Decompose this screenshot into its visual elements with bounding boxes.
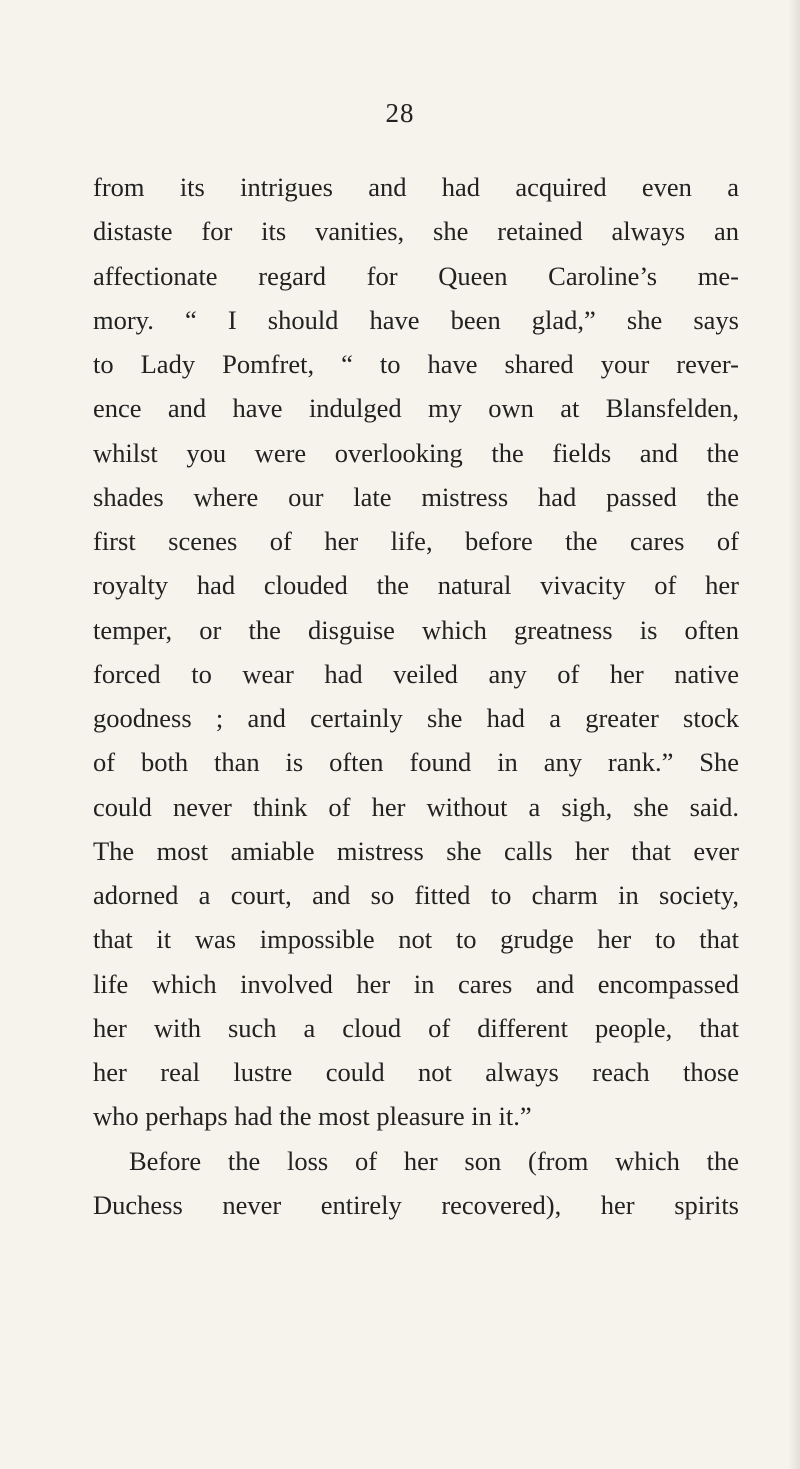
body-text (93, 165, 739, 1227)
text-line: shades where our late mistress had passed the (93, 481, 739, 512)
text-line: that it was impossible not to grudge her to that (93, 924, 739, 955)
text-line: to Lady Pomfret, “ to have shared your rever- (93, 349, 739, 379)
text-line: first scenes of her life, before the cares of (93, 526, 739, 556)
text-line: royalty had clouded the natural vivacity of her (93, 570, 739, 601)
text-line: mory. “ I should have been glad,” she says (93, 304, 739, 335)
text-line: from its intrigues and had acquired even a (93, 172, 739, 202)
text-line: adorned a court, and so fitted to charm in society, (93, 880, 739, 910)
text-line: of both than is often found in any rank.” She (93, 747, 739, 778)
text-line: temper, or the disguise which greatness is often (93, 614, 739, 645)
text-line: ence and have indulged my own at Blansfelden, (93, 393, 739, 424)
text-line: goodness ; and certainly she had a greater stock (93, 703, 739, 733)
text-line: Duchess never entirely recovered), her spirits (93, 1189, 739, 1220)
text-line: affectionate regard for Queen Caroline’s me- (93, 260, 739, 291)
text-line: her real lustre could not always reach those (93, 1057, 739, 1087)
text-line: The most amiable mistress she calls her that ever (93, 835, 739, 866)
text-line: distaste for its vanities, she retained always an (93, 216, 739, 247)
text-line: forced to wear had veiled any of her native (93, 658, 739, 689)
text-line: whilst you were overlooking the fields and the (93, 437, 739, 468)
text-line: who perhaps had the most pleasure in it.” (93, 1101, 532, 1132)
text-line: life which involved her in cares and encompassed (93, 968, 739, 999)
page-number: 28 (385, 98, 415, 128)
page-edge-shadow (788, 0, 800, 1469)
text-line: could never think of her without a sigh, she said. (93, 791, 739, 822)
text-line: her with such a cloud of different people, that (93, 1012, 739, 1043)
paragraph-start-line: Before the loss of her son (from which the (129, 1145, 739, 1176)
